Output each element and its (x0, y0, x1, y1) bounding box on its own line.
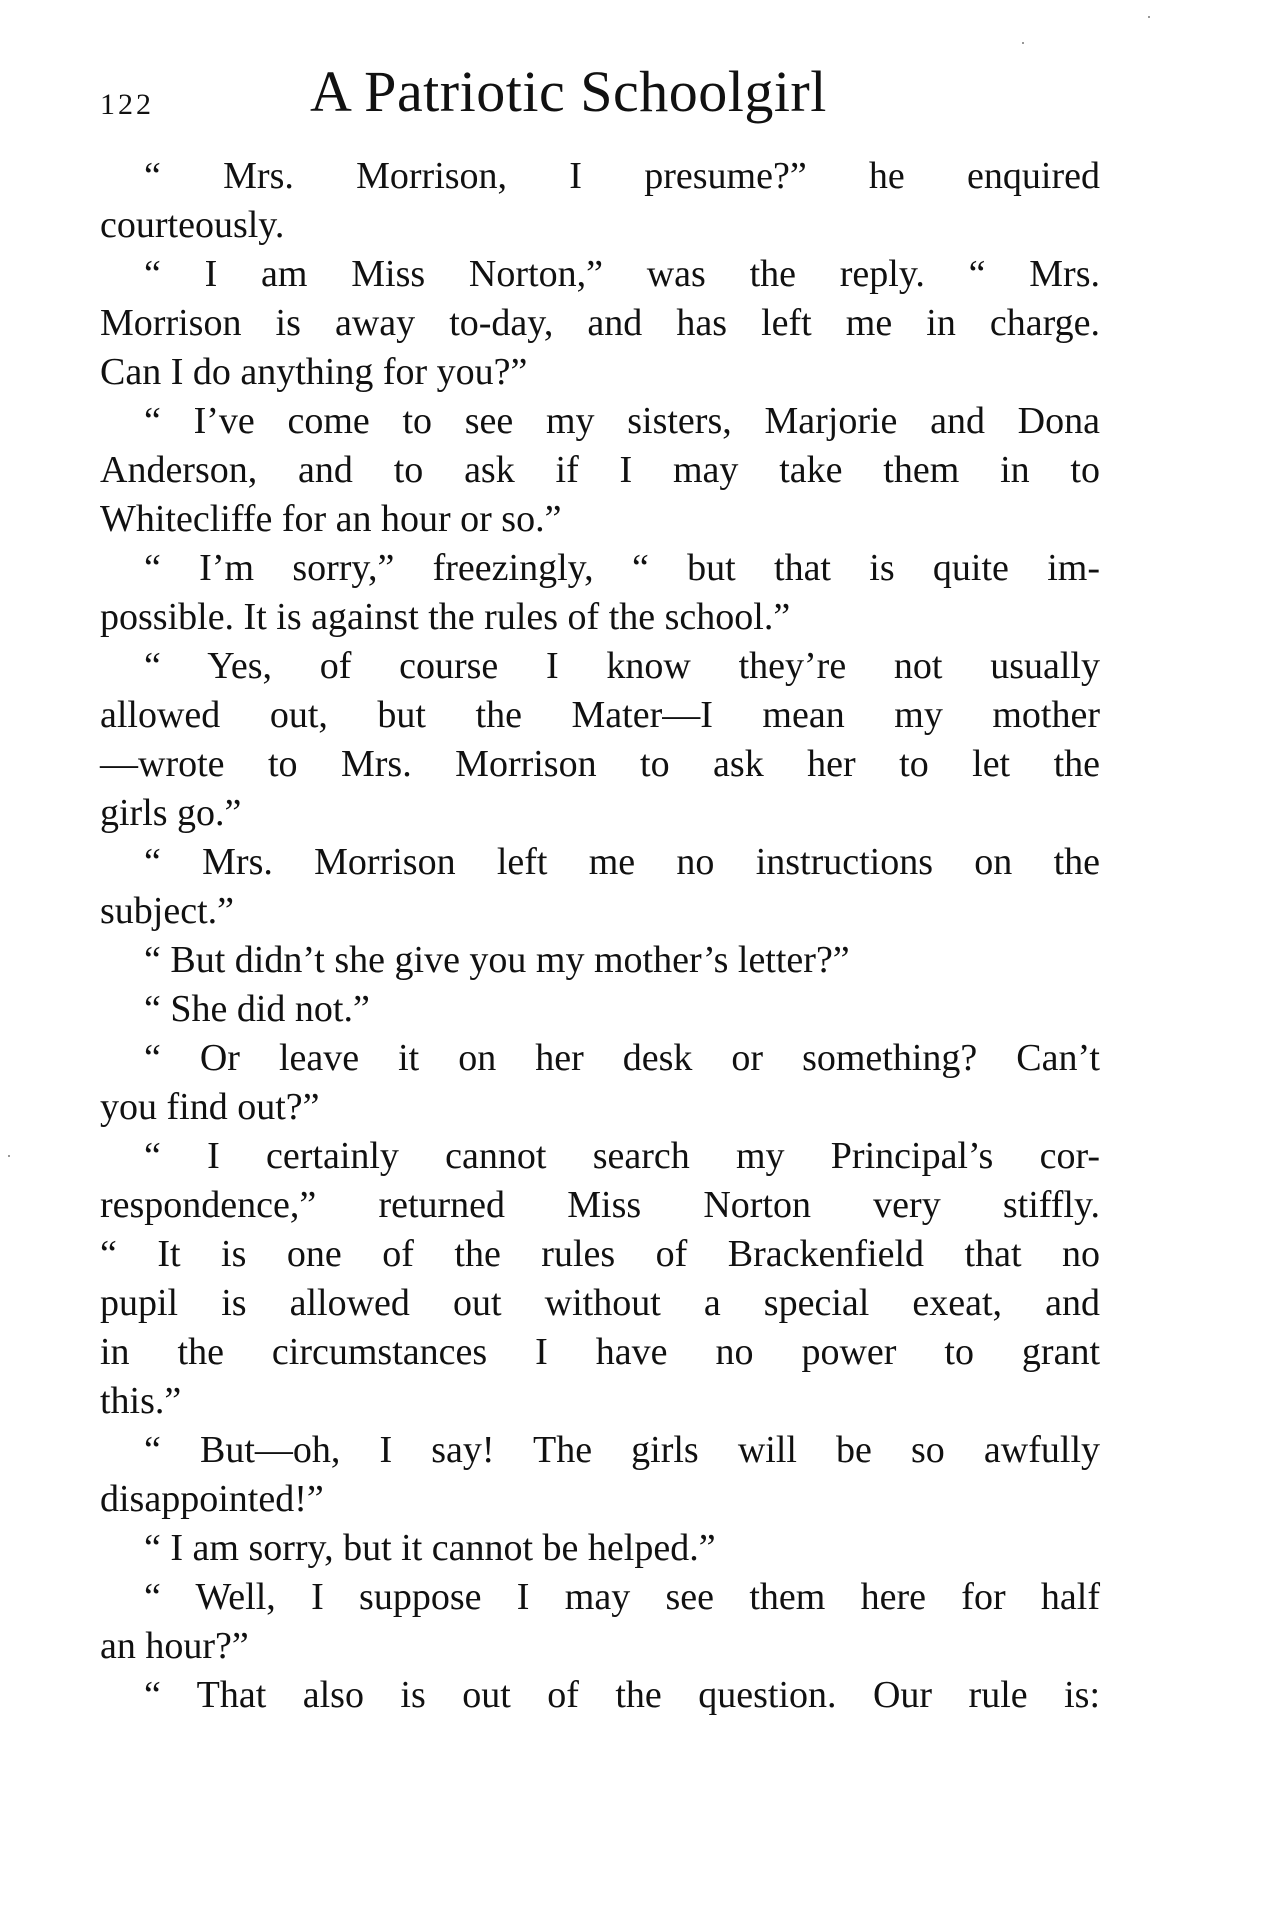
text-line: possible. It is against the rules of the school.” (100, 596, 791, 638)
text-line: you find out?” (100, 1086, 320, 1128)
text-line: “ Mrs. Morrison, I presume?” he enquired (144, 155, 1100, 197)
text-line: “ Yes, of course I know they’re not usually (144, 645, 1100, 687)
page-number: 122 (100, 88, 154, 121)
paper-speck (8, 1155, 10, 1157)
text-line: “ I’ve come to see my sisters, Marjorie and Dona (144, 400, 1100, 442)
text-line: “ I am Miss Norton,” was the reply. “ Mrs. (144, 253, 1100, 295)
text-line: “ I am sorry, but it cannot be helped.” (144, 1527, 716, 1569)
text-line: in the circumstances I have no power to grant (100, 1331, 1100, 1373)
text-line: “ Well, I suppose I may see them here for half (144, 1576, 1100, 1618)
text-line: subject.” (100, 890, 235, 932)
text-line: “ That also is out of the question. Our rule is: (144, 1674, 1100, 1716)
text-line: “ Or leave it on her desk or something? Can’t (144, 1037, 1100, 1079)
text-line: an hour?” (100, 1625, 249, 1667)
running-head (100, 58, 1100, 138)
text-line: respondence,” returned Miss Norton very stiffly. (100, 1184, 1100, 1226)
text-line: “ I’m sorry,” freezingly, “ but that is quite im- (144, 547, 1100, 589)
text-line: —wrote to Mrs. Morrison to ask her to let the (100, 743, 1100, 785)
paper-speck (1148, 16, 1150, 18)
text-line: “ I certainly cannot search my Principal’s cor- (144, 1135, 1100, 1177)
text-line: “ But—oh, I say! The girls will be so awfully (144, 1429, 1100, 1471)
text-line: Morrison is away to-day, and has left me in charge. (100, 302, 1100, 344)
text-line: pupil is allowed out without a special exeat, and (100, 1282, 1100, 1324)
text-line: “ But didn’t she give you my mother’s letter?” (144, 939, 850, 981)
text-line: girls go.” (100, 792, 242, 834)
text-line: this.” (100, 1380, 182, 1422)
paper-speck (1022, 42, 1024, 44)
text-line: allowed out, but the Mater—I mean my mother (100, 694, 1100, 736)
text-line: courteously. (100, 204, 285, 246)
text-line: “ Mrs. Morrison left me no instructions on the (144, 841, 1100, 883)
text-line: disappointed!” (100, 1478, 324, 1520)
text-line: “ She did not.” (144, 988, 370, 1030)
body-text (100, 152, 1100, 1720)
book-title: A Patriotic Schoolgirl (310, 59, 827, 124)
text-line: Whitecliffe for an hour or so.” (100, 498, 562, 540)
text-line: Anderson, and to ask if I may take them in to (100, 449, 1100, 491)
text-line: “ It is one of the rules of Brackenfield that no (100, 1233, 1100, 1275)
text-line: Can I do anything for you?” (100, 351, 528, 393)
